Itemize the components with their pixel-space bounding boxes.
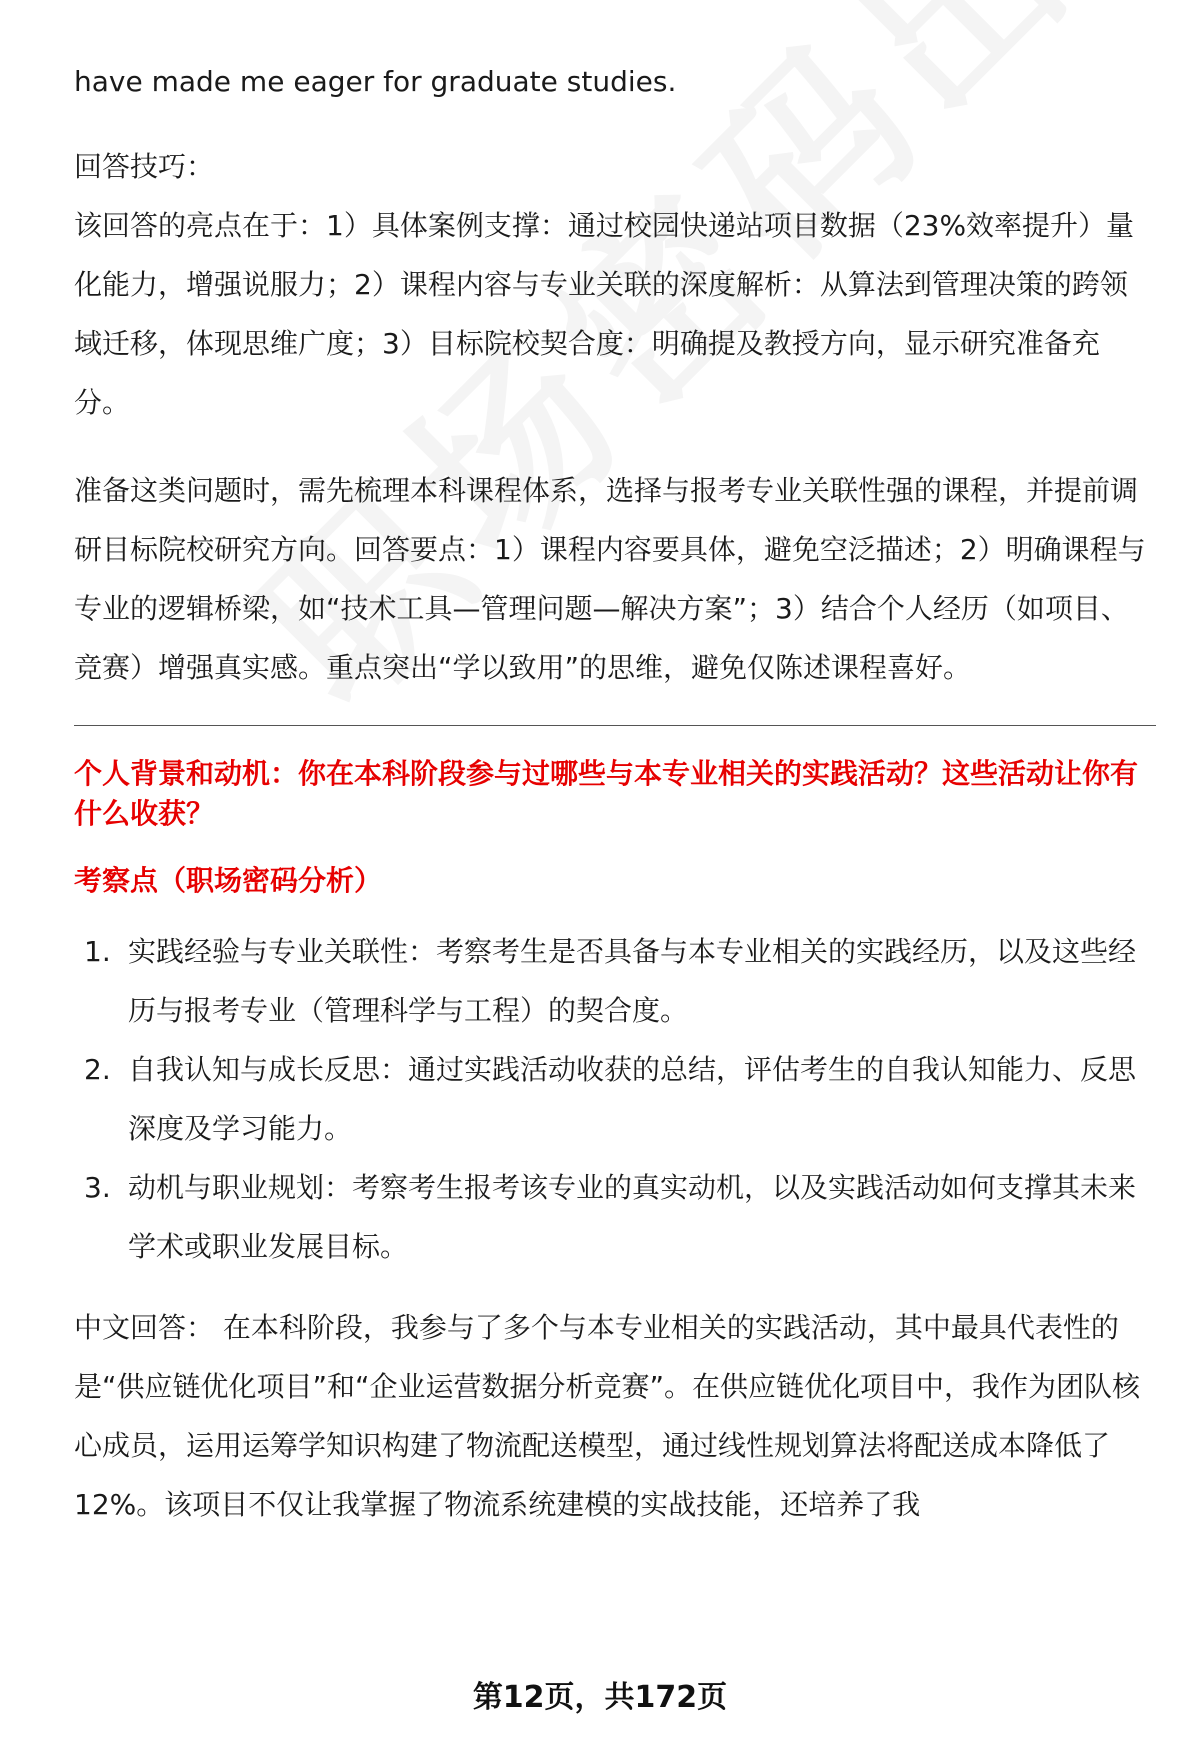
list-item	[74, 1040, 1154, 1158]
intro-line: have made me eager for graduate studies.	[74, 65, 677, 98]
page-footer: 第12页，共172页	[472, 1680, 728, 1715]
list-number: 1.	[84, 935, 111, 968]
list-text: 动机与职业规划：考察考生报考该专业的真实动机，以及实践活动如何支撑其未来学术或职业发展目标。	[128, 1171, 1137, 1263]
prep-body: 准备这类问题时，需先梳理本科课程体系，选择与报考专业关联性强的课程，并提前调研目标院校研究方向。回答要点：1）课程内容要具体，避免空泛描述；2）明确课程与专业的逻辑桥梁，如“技术工具—管理问题—解决方案”；3）结合个人经历（如项目、竞赛）增强真实感。重点突出“学以致用”的思维，避免仅陈述课程喜好。	[74, 474, 1146, 684]
document-body	[74, 52, 1154, 1534]
exam-points-list	[74, 922, 1154, 1276]
exam-points-heading: 考察点（职场密码分析）	[74, 864, 383, 897]
answer-body: 中文回答： 在本科阶段，我参与了多个与本专业相关的实践活动，其中最具代表性的是“供应链优化项目”和“企业运营数据分析竞赛”。在供应链优化项目中，我作为团队核心成员，运用运筹学知识构建了物流配送模型，通过线性规划算法将配送成本降低了12%。该项目不仅让我掌握了物流系统建模的实战技能，还培养了我	[74, 1311, 1141, 1521]
tips-label: 回答技巧：	[74, 150, 215, 183]
list-item	[74, 1158, 1154, 1276]
list-text: 实践经验与专业关联性：考察考生是否具备与本专业相关的实践经历，以及这些经历与报考专业（管理科学与工程）的契合度。	[128, 935, 1137, 1027]
question-heading: 个人背景和动机：你在本科阶段参与过哪些与本专业相关的实践活动？这些活动让你有什么收获？	[74, 757, 1139, 830]
list-item	[74, 922, 1154, 1040]
tips-body: 该回答的亮点在于：1）具体案例支撑：通过校园快递站项目数据（23%效率提升）量化能力，增强说服力；2）课程内容与专业关联的深度解析：从算法到管理决策的跨领域迁移，体现思维广度；3）目标院校契合度：明确提及教授方向，显示研究准备充分。	[74, 209, 1135, 419]
list-number: 2.	[84, 1053, 111, 1086]
list-number: 3.	[84, 1171, 111, 1204]
list-text: 自我认知与成长反思：通过实践活动收获的总结，评估考生的自我认知能力、反思深度及学习能力。	[128, 1053, 1137, 1145]
